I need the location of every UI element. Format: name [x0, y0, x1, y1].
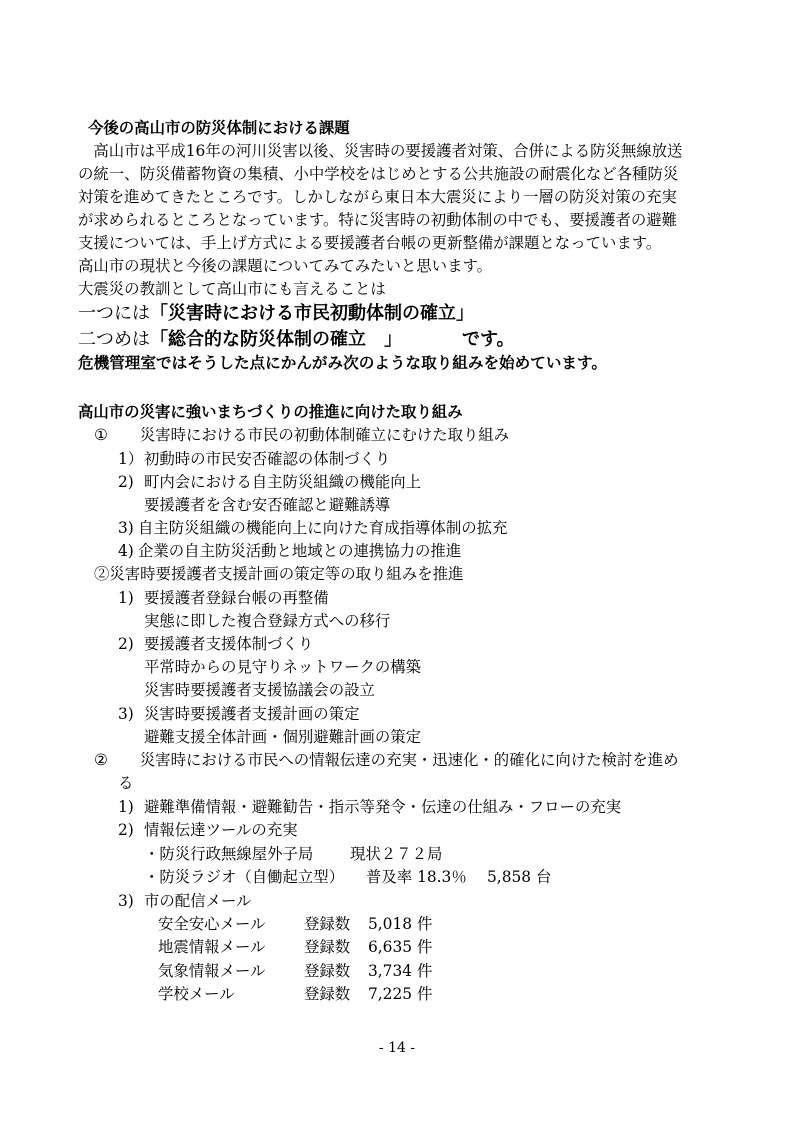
page-number: - 14 -	[378, 1040, 416, 1056]
tool-label: ・防災行政無線屋外子局	[144, 845, 314, 863]
item1-sub	[118, 449, 390, 469]
sub-text: 町内会における自主防災組織の機能向上	[144, 473, 422, 491]
mail-count: 7,225 件	[368, 985, 433, 1003]
item2-sub	[118, 704, 359, 724]
item1-sub-cont: 要援護者を含む安否確認と避難誘導	[144, 496, 391, 514]
item2-heading: ②災害時要援護者支援計画の策定等の取り組みを推進	[94, 565, 464, 583]
closing-line: 危機管理室ではそうした点にかんがみ次のような取り組みを始めています。	[78, 353, 607, 372]
sub-number: 3)	[118, 892, 134, 910]
mail-row	[158, 914, 432, 934]
mail-row	[158, 961, 432, 981]
paragraph-line: 高山市の現状と今後の課題についてみてみたいと思います。	[78, 257, 493, 275]
first-point-highlight: 「災害時における市民初動体制の確立」	[150, 303, 474, 324]
mail-row	[158, 984, 432, 1004]
sub-number: 3)	[118, 519, 134, 537]
sub-number: 1)	[118, 589, 134, 607]
heading: 今後の高山市の防災体制における課題	[88, 119, 350, 137]
item1-title: 災害時における市民の初動体制確立にむけた取り組み	[139, 426, 510, 444]
sub-text: 初動時の市民安否確認の体制づくり	[144, 450, 391, 468]
sub-number: 1)	[118, 798, 134, 816]
sub-text: 要援護者支援体制づくり	[144, 635, 314, 653]
paragraph-line: 支援については、手上げ方式による要援護者台帳の更新整備が課題となっています。	[78, 234, 662, 252]
item1-sub	[118, 472, 421, 492]
item3-sub	[118, 891, 251, 911]
sub-text: 要援護者登録台帳の再整備	[144, 589, 329, 607]
mail-label: 登録数	[304, 938, 351, 956]
mail-name: 安全安心メール	[158, 915, 266, 933]
second-point-prefix: 二つめは	[78, 329, 150, 350]
item1-marker: ①	[94, 426, 108, 444]
mail-count: 5,018 件	[368, 915, 433, 933]
paragraph-line: が求められるところとなっています。特に災害時の初動体制の中でも、要援護者の避難	[78, 211, 678, 229]
mail-count: 3,734 件	[368, 962, 433, 980]
mail-name: 地震情報メール	[158, 938, 266, 956]
paragraph-line: 高山市は平成16年の河川災害以後、災害時の要援護者対策、合併による防災無線放送	[78, 142, 683, 160]
sub-number: 2)	[118, 821, 134, 839]
paragraph-line: 対策を進めてきたところです。しかしながら東日本大震災により一層の防災対策の充実	[78, 188, 677, 206]
tool-row	[144, 867, 551, 887]
sub-text: 自主防災組織の機能向上に向けた育成指導体制の拡充	[138, 519, 508, 537]
item3-title-cont: る	[118, 774, 134, 792]
item2-sub	[118, 634, 313, 654]
sub-text: 企業の自主防災活動と地域との連携協力の推進	[138, 542, 462, 560]
item1-heading	[94, 425, 509, 445]
mail-label: 登録数	[304, 915, 351, 933]
item3-sub	[118, 797, 621, 817]
item2-sub-cont: 実態に即した複合登録方式への移行	[144, 612, 391, 630]
second-point	[78, 328, 515, 352]
sub-number: 1）	[118, 450, 144, 468]
item2-sub-cont: 災害時要援護者支援協議会の設立	[144, 681, 375, 699]
sub-text: 情報伝達ツールの充実	[144, 821, 298, 839]
item1-sub	[118, 541, 461, 561]
second-point-suffix: です。	[462, 329, 515, 350]
paragraph-line: の統一、防災備蓄物資の集積、小中学校をはじめとする公共施設の耐震化など各種防災	[78, 165, 679, 183]
first-point	[78, 302, 474, 326]
mail-label: 登録数	[304, 962, 351, 980]
mail-count: 6,635 件	[368, 938, 433, 956]
sub-number: 2)	[118, 473, 134, 491]
item3-title: 災害時における市民への情報伝達の充実・迅速化・的確化に向けた検討を進め	[139, 751, 679, 769]
second-point-highlight: 「総合的な防災体制の確立 」	[150, 329, 402, 350]
item3-marker: ②	[94, 751, 108, 769]
item3-heading	[94, 750, 679, 770]
sub-number: 2)	[118, 635, 134, 653]
item2-sub-cont: 平常時からの見守りネットワークの構築	[144, 658, 422, 676]
item2-sub	[118, 588, 329, 608]
sub-text: 市の配信メール	[144, 892, 252, 910]
item1-sub	[118, 518, 507, 538]
mail-name: 気象情報メール	[158, 962, 266, 980]
tool-row	[144, 844, 442, 864]
tool-label: ・防災ラジオ（自働起立型）	[144, 868, 345, 886]
tool-value: 現状２７２局	[350, 845, 443, 863]
paragraph-line: 大震災の教訓として高山市にも言えることは	[78, 280, 386, 298]
item3-sub	[118, 820, 298, 840]
tool-value: 普及率 18.3％ 5,858 台	[366, 868, 552, 886]
section-title: 高山市の災害に強いまちづくりの推進に向けた取り組み	[78, 403, 463, 421]
item2-sub-cont: 避難支援全体計画・個別避難計画の策定	[144, 728, 422, 746]
sub-number: 3)	[118, 705, 134, 723]
mail-row	[158, 937, 432, 957]
mail-label: 登録数	[304, 985, 351, 1003]
mail-name: 学校メール	[158, 985, 235, 1003]
sub-text: 避難準備情報・避難勧告・指示等発令・伝達の仕組み・フローの充実	[144, 798, 622, 816]
sub-number: 4)	[118, 542, 134, 560]
sub-text: 災害時要援護者支援計画の策定	[144, 705, 360, 723]
first-point-prefix: 一つには	[78, 303, 150, 324]
